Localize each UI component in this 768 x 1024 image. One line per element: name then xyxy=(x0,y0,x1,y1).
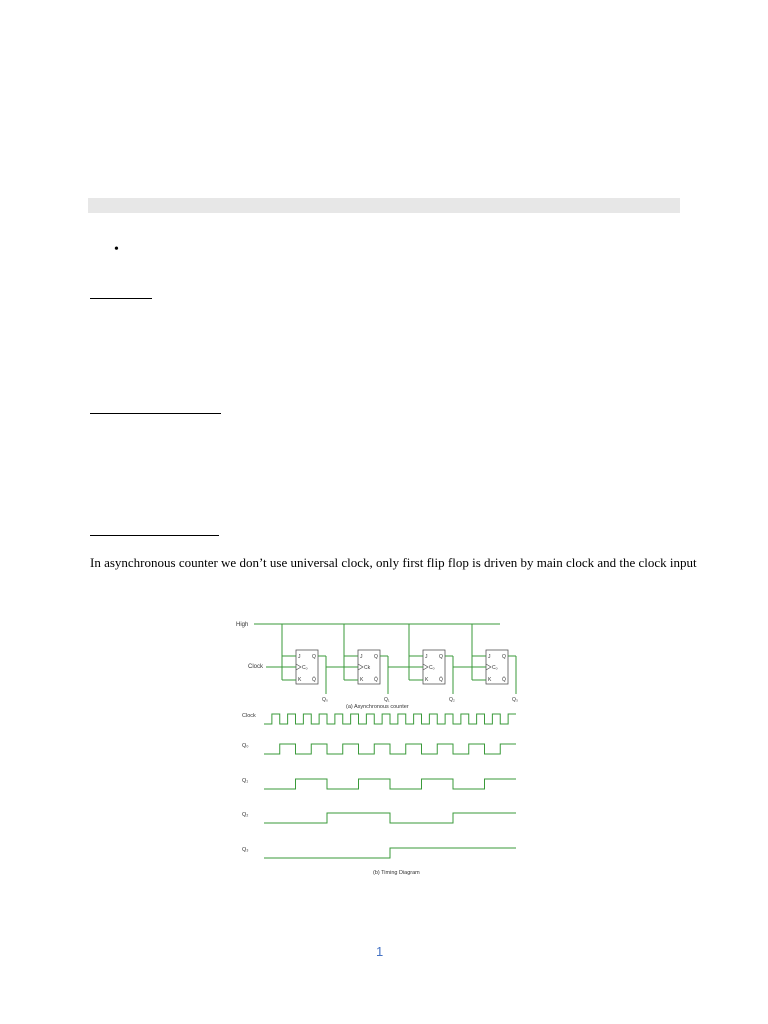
timing-row-3 xyxy=(242,812,516,823)
output-label: Q₁ xyxy=(384,697,390,703)
high-label: High xyxy=(236,622,249,628)
pin-j-label: J xyxy=(298,654,301,660)
output-label: Q₂ xyxy=(449,697,455,703)
signal-label: Q₃ xyxy=(242,847,249,853)
timing-row-1 xyxy=(242,743,516,754)
pin-k-label: K xyxy=(488,677,492,683)
pin-qbar-label: Q̄ xyxy=(439,677,443,683)
clock-pin-label: Cₒ xyxy=(302,665,308,671)
pin-j-label: J xyxy=(425,654,428,660)
signal-waveform xyxy=(264,848,516,858)
signal-label: Clock xyxy=(242,713,256,719)
async-counter-figure xyxy=(228,612,528,882)
clock-pin-label: Ck xyxy=(364,665,371,671)
pin-j-label: J xyxy=(488,654,491,660)
timing-diagram xyxy=(242,713,516,876)
timing-row-4 xyxy=(242,847,516,858)
pin-j-label: J xyxy=(360,654,363,660)
signal-waveform xyxy=(264,744,516,754)
pin-k-label: K xyxy=(298,677,302,683)
caption-asynchronous-counter: (a) Asynchronous counter xyxy=(346,704,409,710)
heading-underline-3 xyxy=(90,535,219,536)
pin-q-label: Q xyxy=(374,654,378,660)
pin-q-label: Q xyxy=(312,654,316,660)
clock-input-label: Clock xyxy=(248,664,264,670)
clock-pin-label: Cₒ xyxy=(492,665,498,671)
signal-label: Q₂ xyxy=(242,812,249,818)
body-paragraph: In asynchronous counter we don’t use universal clock, only first flip flop is driven by main clock and the clock input xyxy=(90,555,697,570)
pin-qbar-label: Q̄ xyxy=(374,677,378,683)
signal-waveform xyxy=(264,813,516,823)
pin-k-label: K xyxy=(360,677,364,683)
async-counter-diagram xyxy=(228,612,528,882)
pin-qbar-label: Q̄ xyxy=(502,677,506,683)
gray-header-bar xyxy=(88,198,680,213)
signal-label: Q₁ xyxy=(242,778,249,784)
timing-row-0 xyxy=(242,713,516,724)
caption-timing-diagram: (b) Timing Diagram xyxy=(373,870,420,876)
signal-waveform xyxy=(264,714,516,724)
timing-row-2 xyxy=(242,778,516,789)
clock-pin-label: Cₒ xyxy=(429,665,435,671)
pin-q-label: Q xyxy=(439,654,443,660)
pin-q-label: Q xyxy=(502,654,506,660)
pin-k-label: K xyxy=(425,677,429,683)
output-label: Q₀ xyxy=(322,697,328,703)
flip-flop-2 xyxy=(388,624,455,703)
pin-qbar-label: Q̄ xyxy=(312,677,316,683)
page-number: 1 xyxy=(376,944,384,959)
flip-flop-3 xyxy=(453,624,518,703)
signal-waveform xyxy=(264,779,516,789)
heading-underline-2 xyxy=(90,413,221,414)
heading-underline-1 xyxy=(90,298,152,299)
flip-flop-0 xyxy=(266,624,328,703)
output-label: Q₃ xyxy=(512,697,518,703)
flip-flop-1 xyxy=(326,624,390,703)
signal-label: Q₀ xyxy=(242,743,249,749)
bullet-point: • xyxy=(114,242,119,257)
counter-schematic xyxy=(236,622,518,710)
